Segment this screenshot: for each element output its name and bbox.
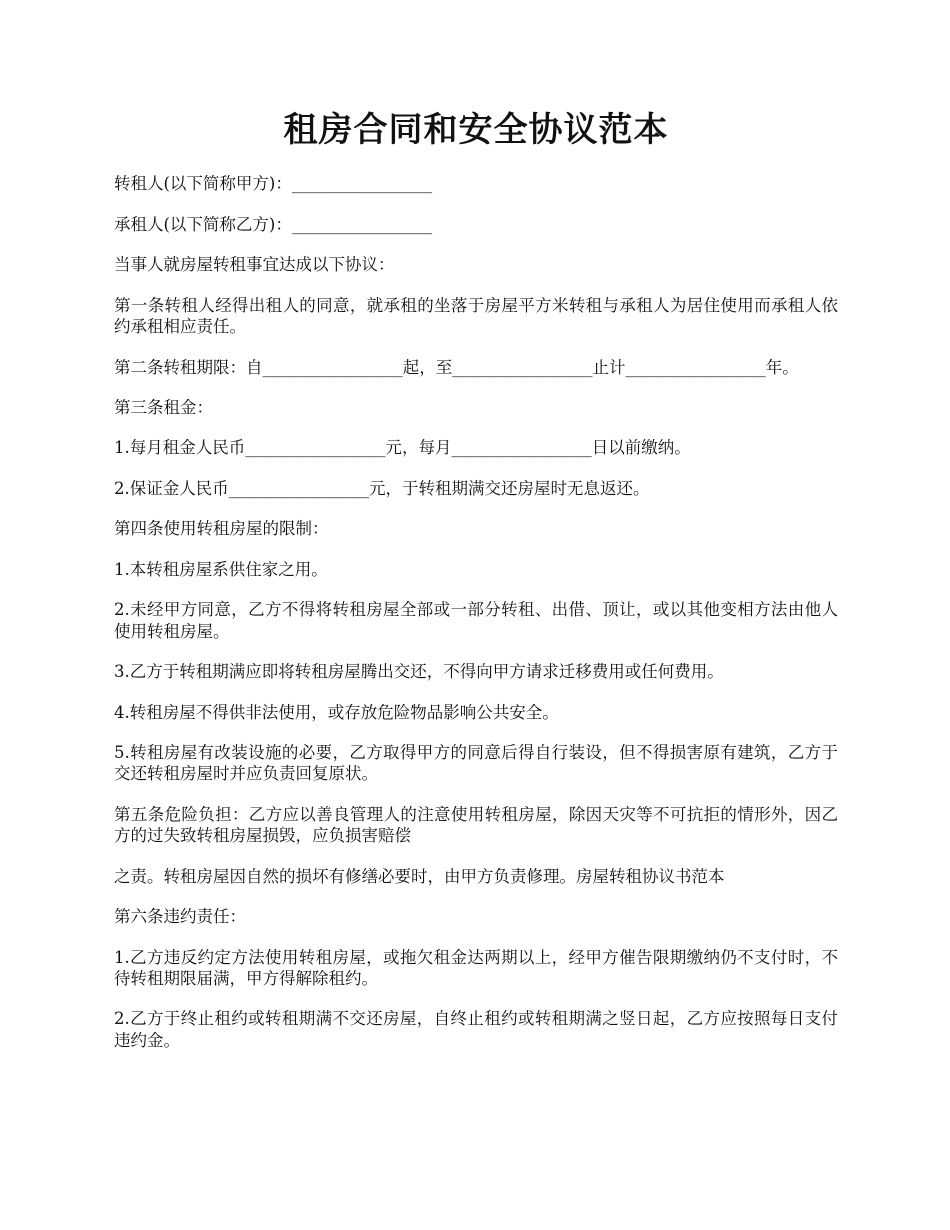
paragraph-intro: 当事人就房屋转租事宜达成以下协议： — [114, 255, 395, 275]
paragraph-article-3-item-2: 2.保证金人民币_________________元，于转租期满交还房屋时无息返还。 — [114, 478, 650, 498]
paragraph-article-6: 第六条违约责任： — [114, 907, 246, 927]
paragraph-article-3-item-1: 1.每月租金人民币_________________元，每月_________________日以前缴纳。 — [114, 438, 691, 458]
paragraph-article-5: 第五条危险负担：乙方应以善良管理人的注意使用转租房屋，除因天灾等不可抗拒的情形外，因乙方的过失致转租房屋损毁，应负损害赔偿 — [114, 804, 838, 846]
paragraph-article-4-item-2: 2.未经甲方同意，乙方不得将转租房屋全部或一部分转租、出借、顶让，或以其他变相方法由他人使用转租房屋。 — [114, 600, 838, 641]
document-title: 租房合同和安全协议范本 — [283, 110, 669, 150]
paragraph-article-4: 第四条使用转租房屋的限制： — [114, 519, 329, 539]
paragraph-sublessee: 承租人(以下简称乙方)：_________________ — [114, 214, 433, 234]
paragraph-article-5-continued: 之责。转租房屋因自然的损坏有修缮必要时，由甲方负责修理。房屋转租协议书范本 — [114, 866, 725, 886]
paragraph-article-1: 第一条转租人经得出租人的同意，就承租的坐落于房屋平方米转租与承租人为居住使用而承租人依约承租相应责任。 — [114, 295, 838, 337]
paragraph-article-4-item-1: 1.本转租房屋系供住家之用。 — [114, 559, 328, 579]
paragraph-article-2: 第二条转租期限：自_________________起，至_________________止计_________________年。 — [114, 357, 799, 377]
paragraph-article-6-item-1: 1.乙方违反约定方法使用转租房屋，或拖欠租金达两期以上，经甲方催告限期缴纳仍不支付时，不待转租期限届满，甲方得解除租约。 — [114, 947, 838, 989]
paragraph-article-4-item-5: 5.转租房屋有改装设施的必要，乙方取得甲方的同意后得自行装设，但不得损害原有建筑，乙方于交还转租房屋时并应负责回复原状。 — [114, 742, 838, 784]
paragraph-article-4-item-3: 3.乙方于转租期满应即将转租房屋腾出交还，不得向甲方请求迁移费用或任何费用。 — [114, 662, 724, 682]
paragraph-article-4-item-4: 4.转租房屋不得供非法使用，或存放危险物品影响公共安全。 — [114, 702, 559, 722]
paragraph-sublessor: 转租人(以下简称甲方)：_________________ — [114, 174, 433, 194]
paragraph-article-6-item-2: 2.乙方于终止租约或转租期满不交还房屋，自终止租约或转租期满之竖日起，乙方应按照每日支付违约金。 — [114, 1009, 838, 1050]
paragraph-article-3: 第三条租金： — [114, 398, 213, 418]
